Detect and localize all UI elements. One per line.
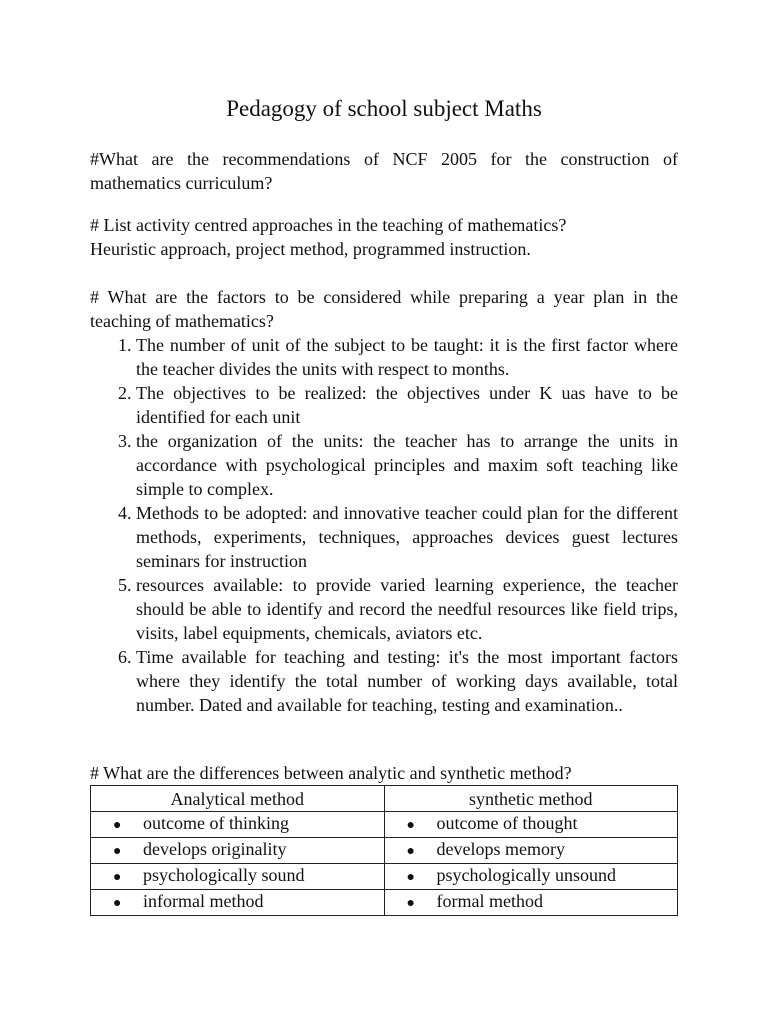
cell-text: psychologically sound (143, 865, 305, 885)
page-title: Pedagogy of school subject Maths (226, 96, 542, 121)
table-cell (91, 838, 385, 864)
bullet-icon: ● (113, 896, 122, 911)
question-text: # List activity centred approaches in the teaching of mathematics? (90, 215, 567, 235)
question-activity-approaches (90, 213, 678, 261)
list-item: 5. resources available: to provide varied learning experience, the teacher should be able to identify and record the needful resources like field trips, visits, label equipments, chemicals, aviators etc. (136, 573, 678, 645)
list-item: 2. The objectives to be realized: the objectives under K uas have to be identified for each unit (136, 381, 678, 429)
list-item: 4. Methods to be adopted: and innovative teacher could plan for the different methods, experiments, techniques, approaches devices guest lectures seminars for instruction (136, 501, 678, 573)
question-text: # What are the factors to be considered while preparing a year plan in the teaching of mathematics? (90, 287, 678, 331)
factors-list (90, 333, 678, 717)
cell-text: outcome of thought (436, 813, 578, 833)
table-row (91, 838, 678, 864)
answer-text: Heuristic approach, project method, programmed instruction. (90, 239, 531, 259)
column-header-analytical: Analytical method (91, 786, 385, 812)
table-cell (91, 812, 385, 838)
cell-text: informal method (143, 891, 264, 911)
list-item: 3. the organization of the units: the teacher has to arrange the units in accordance with psychological principles and maxim soft teaching like simple to complex. (136, 429, 678, 501)
bullet-icon: ● (113, 818, 122, 833)
cell-text: develops originality (143, 839, 287, 859)
column-header-synthetic: synthetic method (384, 786, 678, 812)
cell-text: formal method (436, 891, 543, 911)
table-row (91, 890, 678, 916)
cell-text: develops memory (436, 839, 565, 859)
comparison-table (90, 785, 678, 916)
table-cell (384, 812, 678, 838)
question-year-plan-factors (90, 285, 678, 717)
table-row (91, 812, 678, 838)
bullet-icon: ● (406, 870, 415, 885)
table-cell (91, 890, 385, 916)
question-ncf-recommendations (90, 147, 678, 195)
cell-text: outcome of thinking (143, 813, 289, 833)
list-item: 1. The number of unit of the subject to be taught: it is the first factor where the teacher divides the units with respect to months. (136, 333, 678, 381)
bullet-icon: ● (406, 844, 415, 859)
table-cell (384, 864, 678, 890)
table-cell (384, 838, 678, 864)
bullet-icon: ● (406, 818, 415, 833)
list-item: 6. Time available for teaching and testing: it's the most important factors where they identify the total number of working days available, total number. Dated and available for teaching, testing and examination.. (136, 645, 678, 717)
table-cell (384, 890, 678, 916)
bullet-icon: ● (113, 844, 122, 859)
cell-text: psychologically unsound (436, 865, 616, 885)
question-analytic-synthetic: # What are the differences between analytic and synthetic method? (90, 763, 572, 783)
bullet-icon: ● (406, 896, 415, 911)
table-row (91, 864, 678, 890)
bullet-icon: ● (113, 870, 122, 885)
table-cell (91, 864, 385, 890)
question-text: #What are the recommendations of NCF 2005 for the construction of mathematics curriculum? (90, 149, 678, 193)
table-header-row (91, 786, 678, 812)
